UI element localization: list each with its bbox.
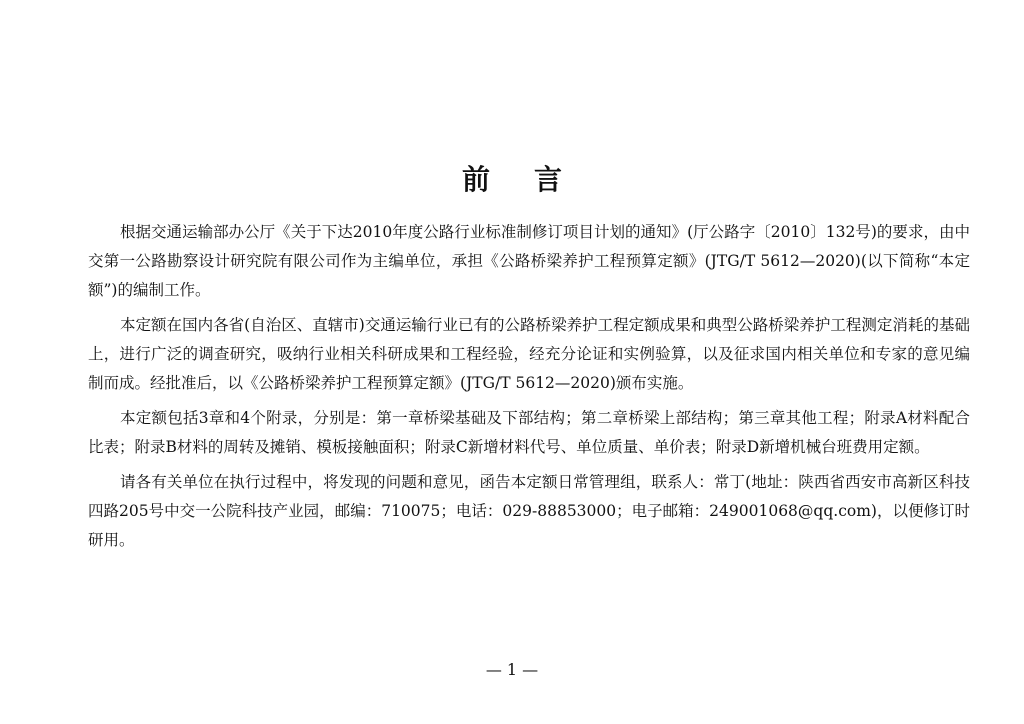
paragraph-2: 本定额在国内各省(自治区、直辖市)交通运输行业已有的公路桥梁养护工程定额成果和典型公路桥梁养护工程测定消耗的基础上，进行广泛的调查研究，吸纳行业相关科研成果和工程经验，经充分论证和实例验算，以及征求国内相关单位和专家的意见编制而成。经批准后，以《公路桥梁养护工程预算定额》(JTG/T 5612—2020)颁布实施。 — [88, 316, 970, 392]
document-body — [88, 218, 970, 561]
paragraph-3: 本定额包括3章和4个附录，分别是：第一章桥梁基础及下部结构；第二章桥梁上部结构；第三章其他工程；附录A材料配合比表；附录B材料的周转及摊销、模板接触面积；附录C新增材料代号、单位质量、单价表；附录D新增机械台班费用定额。 — [88, 409, 970, 456]
paragraph-4: 请各有关单位在执行过程中，将发现的问题和意见，函告本定额日常管理组，联系人：常丁(地址：陕西省西安市高新区科技四路205号中交一公院科技产业园，邮编：710075；电话：029-88853000；电子邮箱：249001068@qq.com)，以便修订时研用。 — [88, 473, 970, 549]
paragraph-1: 根据交通运输部办公厅《关于下达2010年度公路行业标准制修订项目计划的通知》(厅公路字〔2010〕132号)的要求，由中交第一公路勘察设计研究院有限公司作为主编单位，承担《公路桥梁养护工程预算定额》(JTG/T 5612—2020)(以下简称“本定额”)的编制工作。 — [88, 223, 970, 299]
page-title: 前言 — [461, 163, 606, 196]
page-number: — 1 — — [485, 660, 539, 679]
